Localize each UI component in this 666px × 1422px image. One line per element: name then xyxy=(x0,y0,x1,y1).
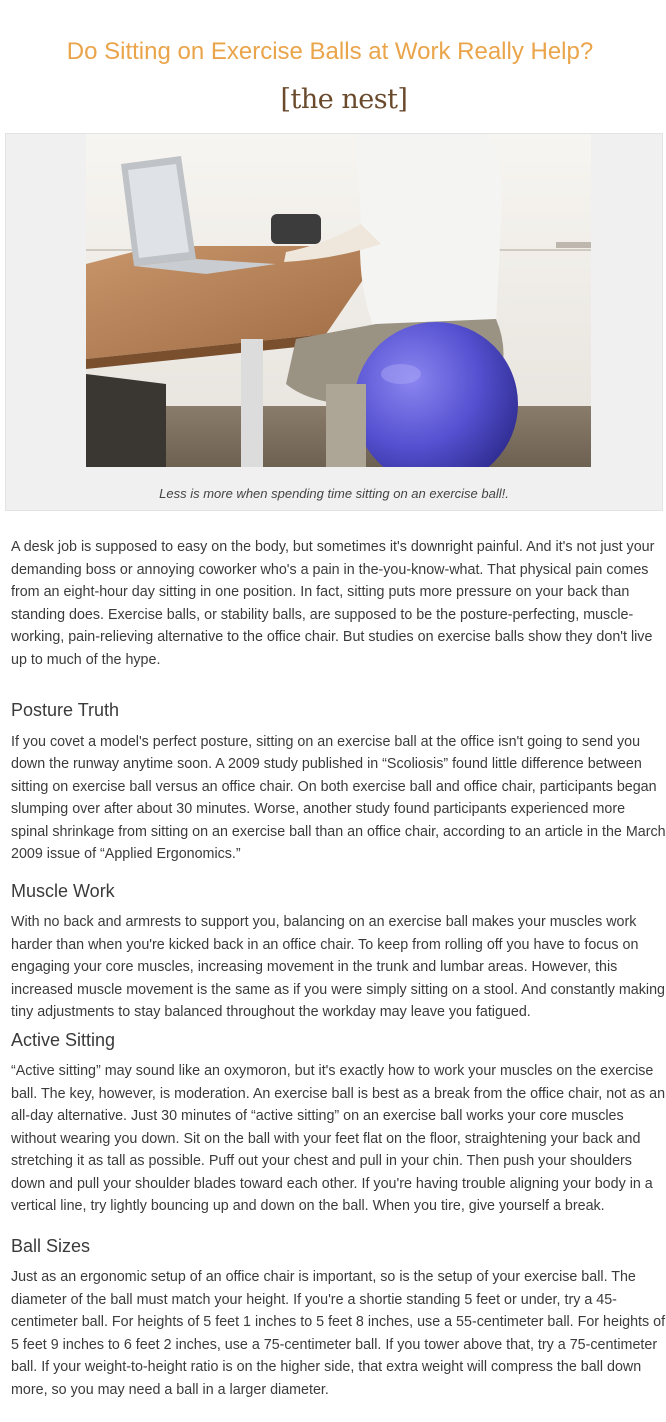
exercise-ball-photo xyxy=(86,134,591,467)
intro-paragraph: A desk job is supposed to easy on the body, but sometimes it's downright painful. And it's not just your demanding boss or annoying coworker who's a pain in the-you-know-what. That physical pain comes from an eight-hour day sitting in one position. In fact, sitting puts more pressure on your back than standing does. Exercise balls, or stability balls, are supposed to be the posture-perfecting, muscle-working, pain-relieving alternative to the office chair. But studies on exercise balls show they don't live up to much of the hype. xyxy=(11,539,655,668)
section-heading-ball-sizes: Ball Sizes xyxy=(11,1235,91,1256)
section-paragraph-ball-sizes: Just as an ergonomic setup of an office chair is important, so is the setup of your exercise ball. The diameter of the ball must match your height. If you're a shortie standing 5 feet or under, try a 45-centimeter ball. For heights of 5 feet 1 inches to 5 feet 8 inches, use a 55-centimeter ball. For heights of 5 feet 9 inches to 6 feet 2 inches, use a 75-centimeter ball. If you tower above that, try a 75-centimeter ball. If your weight-to-height ratio is on the higher side, that extra weight will compress the ball down more, so you may need a ball in a larger diameter. xyxy=(11,1269,666,1398)
section-heading-active-sitting: Active Sitting xyxy=(11,1029,116,1050)
section-paragraph-posture-truth: If you covet a model's perfect posture, sitting on an exercise ball at the office isn't going to send you down the runway anytime soon. A 2009 study published in “Scoliosis” found little difference between sitting on exercise ball versus an office chair. On both exercise ball and office chair, participants began slumping over after about 30 minutes. Worse, another study found participants experienced more spinal shrinkage from sitting on an exercise ball than an office chair, according to an article in the March 2009 issue of “Applied Ergonomics.” xyxy=(11,733,666,862)
article-figure xyxy=(5,133,663,511)
section-paragraph-muscle-work: With no back and armrests to support you, balancing on an exercise ball makes your muscles work harder than when you're kicked back in an office chair. To keep from rolling off you have to focus on engaging your core muscles, increasing movement in the trunk and lumbar areas. However, this increased muscle movement is the same as if you were simply sitting on a stool. And constantly making tiny adjustments to stay balanced throughout the workday may leave you fatigued. xyxy=(11,914,665,1020)
section-heading-posture-truth: Posture Truth xyxy=(11,700,120,720)
article-title: Do Sitting on Exercise Balls at Work Really Help? xyxy=(66,38,594,65)
section-paragraph-active-sitting: “Active sitting” may sound like an oxymoron, but it's exactly how to work your muscles on the exercise ball. The key, however, is moderation. An exercise ball is best as a break from the office chair, not as an all-day alternative. Just 30 minutes of “active sitting” on an exercise ball works your core muscles without wearing you down. Sit on the ball with your feet flat on the floor, straightening your back and stretching it as tall as possible. Puff out your chest and pull in your chin. Then push your shoulders down and pull your shoulder blades toward each other. If you're having trouble aligning your body in a vertical line, try lightly bouncing up and down on the ball. When you tire, give yourself a break. xyxy=(11,1063,666,1214)
image-caption: Less is more when spending time sitting on an exercise ball!. xyxy=(159,486,509,501)
article-body xyxy=(11,536,666,1401)
the-nest-logo: [the nest] xyxy=(280,84,408,115)
section-heading-muscle-work: Muscle Work xyxy=(11,880,115,901)
